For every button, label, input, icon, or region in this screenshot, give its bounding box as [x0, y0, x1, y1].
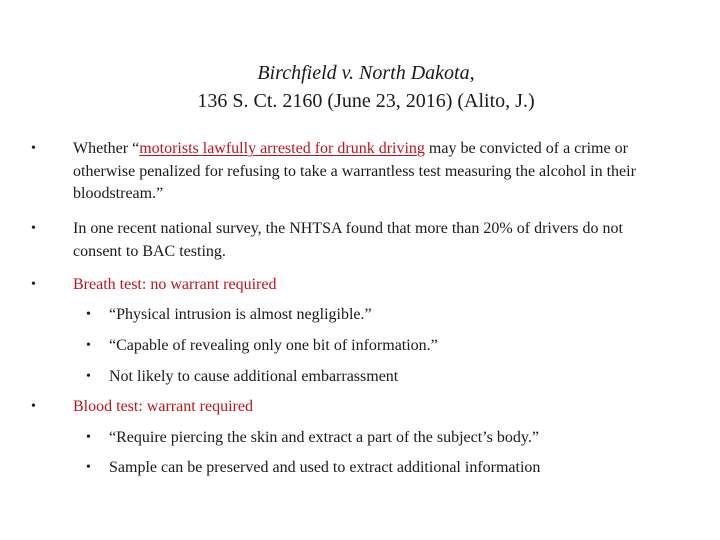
- bullet-item: [31, 138, 683, 206]
- sub-bullet-text: “Physical intrusion is almost negligible.”: [109, 306, 372, 323]
- bullet-icon: •: [31, 141, 36, 156]
- sub-bullet-text: Sample can be preserved and used to extract additional information: [109, 459, 541, 476]
- bullet-icon: •: [31, 399, 36, 414]
- sub-bullet-item: [86, 366, 689, 389]
- bullet-text: Blood test: warrant required: [73, 398, 253, 415]
- bullet-text: In one recent national survey, the NHTSA found that more than 20% of drivers do not consent to BAC testing.: [73, 220, 623, 260]
- case-citation: 136 S. Ct. 2160 (June 23, 2016) (Alito, J.): [197, 90, 535, 112]
- sub-bullet-text: “Capable of revealing only one bit of information.”: [109, 337, 438, 354]
- bullet-icon: •: [31, 277, 36, 292]
- sub-bullet-text: Not likely to cause additional embarrassment: [109, 368, 399, 385]
- bullet-text-prefix: Whether “: [73, 140, 140, 157]
- sub-bullet-item: [86, 304, 689, 327]
- bullet-icon: •: [86, 460, 91, 475]
- sub-bullet-text: “Require piercing the skin and extract a part of the subject’s body.”: [109, 429, 539, 446]
- bullet-text-highlight: motorists lawfully arrested for drunk driving: [139, 140, 425, 157]
- bullet-icon: •: [86, 430, 91, 445]
- bullet-icon: •: [86, 369, 91, 384]
- bullet-text-suffix: may be convicted of a crime or otherwise penalized for refusing to take a warrantless test measuring the alcohol in their bloodstream.”: [73, 140, 636, 202]
- case-name: Birchfield v. North Dakota: [257, 62, 470, 84]
- sub-bullet-item: [86, 457, 709, 480]
- bullet-icon: •: [86, 307, 91, 322]
- sub-bullet-item: [86, 427, 709, 450]
- bullet-text: Breath test: no warrant required: [73, 276, 277, 293]
- bullet-item: [31, 218, 673, 263]
- bullet-item: [31, 274, 673, 297]
- bullet-icon: •: [86, 338, 91, 353]
- sub-bullet-item: [86, 335, 689, 358]
- case-name-suffix: ,: [469, 62, 475, 84]
- bullet-item: [31, 396, 673, 419]
- bullet-icon: •: [31, 221, 36, 236]
